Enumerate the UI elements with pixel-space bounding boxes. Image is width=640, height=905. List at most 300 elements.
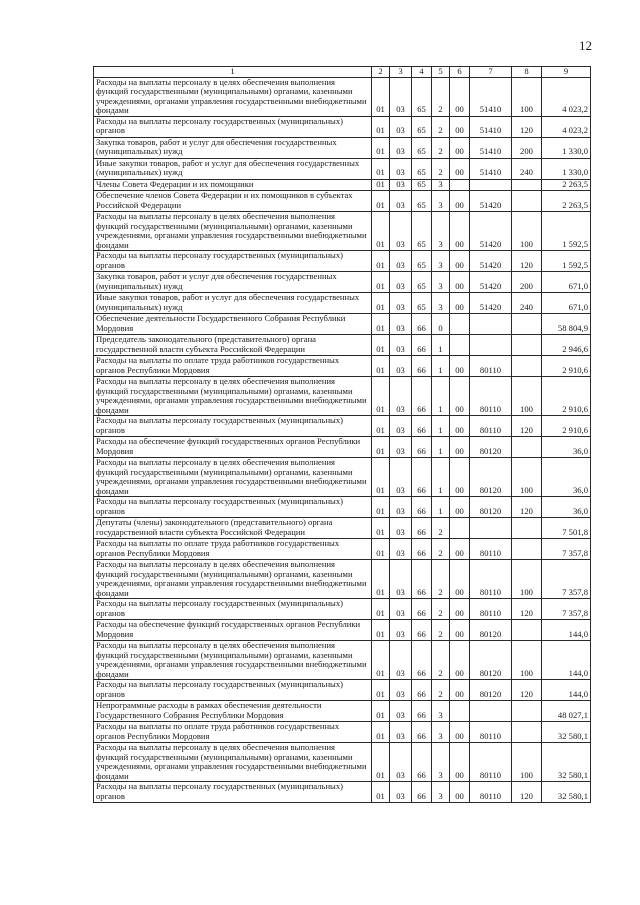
- code-cell: 66: [412, 743, 432, 782]
- code-cell: 03: [390, 356, 412, 377]
- code-cell: 65: [412, 158, 432, 179]
- table-row: [94, 641, 591, 680]
- code-cell: 3: [432, 701, 450, 722]
- code-cell: 00: [450, 680, 470, 701]
- code-cell: 01: [372, 518, 390, 539]
- code-cell: 00: [450, 722, 470, 743]
- table-row: [94, 212, 591, 251]
- code-cell: 100: [512, 212, 542, 251]
- code-cell: 03: [390, 497, 412, 518]
- amount-cell: 32 580,1: [542, 782, 591, 803]
- code-cell: 00: [450, 212, 470, 251]
- code-cell: 2: [432, 599, 450, 620]
- code-cell: 80110: [470, 722, 512, 743]
- row-name-cell: Расходы на выплаты по оплате труда работников государственных органов Республики Мордовия: [94, 722, 372, 743]
- code-cell: [450, 701, 470, 722]
- code-cell: 01: [372, 620, 390, 641]
- code-cell: 01: [372, 722, 390, 743]
- amount-cell: 1 592,5: [542, 212, 591, 251]
- code-cell: 00: [450, 377, 470, 416]
- code-cell: 100: [512, 743, 542, 782]
- code-cell: 03: [390, 722, 412, 743]
- code-cell: 51420: [470, 251, 512, 272]
- code-cell: 51420: [470, 293, 512, 314]
- code-cell: 03: [390, 212, 412, 251]
- table-row: [94, 314, 591, 335]
- amount-cell: 36,0: [542, 497, 591, 518]
- code-cell: 65: [412, 77, 432, 116]
- code-cell: 66: [412, 680, 432, 701]
- amount-cell: 671,0: [542, 272, 591, 293]
- code-cell: 3: [432, 251, 450, 272]
- code-cell: 00: [450, 356, 470, 377]
- code-cell: [512, 191, 542, 212]
- code-cell: 66: [412, 620, 432, 641]
- code-cell: 00: [450, 77, 470, 116]
- code-cell: 2: [432, 77, 450, 116]
- code-cell: 03: [390, 458, 412, 497]
- code-cell: 65: [412, 116, 432, 137]
- table-header-row: [94, 67, 591, 78]
- code-cell: 01: [372, 560, 390, 599]
- code-cell: 01: [372, 137, 390, 158]
- code-cell: 03: [390, 137, 412, 158]
- table-row: [94, 293, 591, 314]
- code-cell: 00: [450, 599, 470, 620]
- code-cell: 1: [432, 335, 450, 356]
- table-row: [94, 335, 591, 356]
- header-cell: 9: [542, 67, 591, 78]
- code-cell: 03: [390, 641, 412, 680]
- code-cell: 80120: [470, 497, 512, 518]
- amount-cell: 7 357,8: [542, 539, 591, 560]
- code-cell: 1: [432, 458, 450, 497]
- code-cell: 120: [512, 116, 542, 137]
- table-row: [94, 497, 591, 518]
- code-cell: 00: [450, 782, 470, 803]
- code-cell: [512, 356, 542, 377]
- code-cell: 01: [372, 377, 390, 416]
- page-number: 12: [579, 38, 592, 53]
- code-cell: 03: [390, 116, 412, 137]
- code-cell: 00: [450, 116, 470, 137]
- amount-cell: 32 580,1: [542, 722, 591, 743]
- amount-cell: 7 357,8: [542, 560, 591, 599]
- code-cell: 01: [372, 416, 390, 437]
- header-cell: 6: [450, 67, 470, 78]
- code-cell: 3: [432, 212, 450, 251]
- code-cell: [470, 701, 512, 722]
- row-name-cell: Обеспечение деятельности Государственного Собрания Республики Мордовия: [94, 314, 372, 335]
- code-cell: 120: [512, 782, 542, 803]
- code-cell: 3: [432, 782, 450, 803]
- code-cell: 240: [512, 293, 542, 314]
- code-cell: 03: [390, 158, 412, 179]
- code-cell: 00: [450, 497, 470, 518]
- code-cell: 2: [432, 680, 450, 701]
- code-cell: 100: [512, 77, 542, 116]
- code-cell: 66: [412, 701, 432, 722]
- amount-cell: 48 027,1: [542, 701, 591, 722]
- table-row: [94, 437, 591, 458]
- amount-cell: 671,0: [542, 293, 591, 314]
- code-cell: 03: [390, 620, 412, 641]
- table-row: [94, 137, 591, 158]
- code-cell: [512, 314, 542, 335]
- header-cell: 2: [372, 67, 390, 78]
- code-cell: 00: [450, 458, 470, 497]
- code-cell: 80110: [470, 743, 512, 782]
- code-cell: 03: [390, 599, 412, 620]
- code-cell: 66: [412, 722, 432, 743]
- code-cell: 120: [512, 251, 542, 272]
- code-cell: 80120: [470, 641, 512, 680]
- code-cell: 00: [450, 560, 470, 599]
- code-cell: [470, 314, 512, 335]
- code-cell: [450, 518, 470, 539]
- code-cell: 03: [390, 314, 412, 335]
- amount-cell: 7 357,8: [542, 599, 591, 620]
- code-cell: 80110: [470, 539, 512, 560]
- code-cell: [512, 179, 542, 191]
- row-name-cell: Расходы на выплаты персоналу в целях обеспечения выполнения функций государственными (муниципальными) органами, казенными учреждениями, органами управления государственными внебюджетными фондами: [94, 77, 372, 116]
- code-cell: 51420: [470, 212, 512, 251]
- code-cell: 65: [412, 212, 432, 251]
- table-row: [94, 680, 591, 701]
- row-name-cell: Обеспечение членов Совета Федерации и их помощников в субъектах Российской Федерации: [94, 191, 372, 212]
- code-cell: 51410: [470, 158, 512, 179]
- code-cell: 01: [372, 680, 390, 701]
- code-cell: 66: [412, 335, 432, 356]
- table-row: [94, 416, 591, 437]
- code-cell: 100: [512, 458, 542, 497]
- code-cell: 2: [432, 620, 450, 641]
- code-cell: 1: [432, 416, 450, 437]
- code-cell: 120: [512, 680, 542, 701]
- code-cell: 1: [432, 497, 450, 518]
- code-cell: 00: [450, 272, 470, 293]
- code-cell: 00: [450, 641, 470, 680]
- code-cell: 3: [432, 722, 450, 743]
- code-cell: 01: [372, 158, 390, 179]
- code-cell: 01: [372, 641, 390, 680]
- amount-cell: 144,0: [542, 641, 591, 680]
- code-cell: 01: [372, 497, 390, 518]
- code-cell: 66: [412, 356, 432, 377]
- amount-cell: 36,0: [542, 458, 591, 497]
- header-cell: 4: [412, 67, 432, 78]
- code-cell: 01: [372, 116, 390, 137]
- code-cell: 80110: [470, 599, 512, 620]
- code-cell: 66: [412, 377, 432, 416]
- table-row: [94, 620, 591, 641]
- code-cell: 03: [390, 179, 412, 191]
- code-cell: 03: [390, 251, 412, 272]
- code-cell: 03: [390, 743, 412, 782]
- code-cell: [512, 620, 542, 641]
- code-cell: 120: [512, 416, 542, 437]
- row-name-cell: Расходы на выплаты персоналу государственных (муниципальных) органов: [94, 251, 372, 272]
- code-cell: 03: [390, 782, 412, 803]
- code-cell: 2: [432, 539, 450, 560]
- code-cell: 100: [512, 560, 542, 599]
- code-cell: 01: [372, 356, 390, 377]
- code-cell: 51410: [470, 77, 512, 116]
- amount-cell: 7 501,8: [542, 518, 591, 539]
- code-cell: 66: [412, 458, 432, 497]
- code-cell: [450, 314, 470, 335]
- code-cell: 80110: [470, 416, 512, 437]
- code-cell: [470, 335, 512, 356]
- code-cell: 03: [390, 293, 412, 314]
- row-name-cell: Расходы на выплаты персоналу государственных (муниципальных) органов: [94, 782, 372, 803]
- code-cell: 00: [450, 191, 470, 212]
- amount-cell: 2 946,6: [542, 335, 591, 356]
- header-cell: 7: [470, 67, 512, 78]
- code-cell: 65: [412, 251, 432, 272]
- code-cell: [512, 518, 542, 539]
- code-cell: 100: [512, 641, 542, 680]
- header-cell: 3: [390, 67, 412, 78]
- code-cell: [470, 179, 512, 191]
- amount-cell: 2 263,5: [542, 179, 591, 191]
- code-cell: 00: [450, 437, 470, 458]
- code-cell: 3: [432, 191, 450, 212]
- code-cell: 1: [432, 437, 450, 458]
- row-name-cell: Расходы на выплаты персоналу в целях обеспечения выполнения функций государственными (муниципальными) органами, казенными учреждениями, органами управления государственными внебюджетными фондами: [94, 377, 372, 416]
- code-cell: 00: [450, 743, 470, 782]
- code-cell: 80120: [470, 620, 512, 641]
- amount-cell: 2 910,6: [542, 416, 591, 437]
- row-name-cell: Расходы на выплаты персоналу в целях обеспечения выполнения функций государственными (муниципальными) органами, казенными учреждениями, органами управления государственными внебюджетными фондами: [94, 458, 372, 497]
- code-cell: 3: [432, 272, 450, 293]
- code-cell: 66: [412, 560, 432, 599]
- row-name-cell: Иные закупки товаров, работ и услуг для обеспечения государственных (муниципальных) нужд: [94, 293, 372, 314]
- table-row: [94, 782, 591, 803]
- code-cell: 01: [372, 293, 390, 314]
- table-row: [94, 77, 591, 116]
- code-cell: 2: [432, 518, 450, 539]
- header-cell: 1: [94, 67, 372, 78]
- table-row: [94, 377, 591, 416]
- code-cell: 80110: [470, 377, 512, 416]
- code-cell: 03: [390, 335, 412, 356]
- amount-cell: 2 910,6: [542, 356, 591, 377]
- code-cell: 51410: [470, 116, 512, 137]
- budget-table: [93, 66, 591, 803]
- code-cell: 240: [512, 158, 542, 179]
- code-cell: 00: [450, 539, 470, 560]
- table-row: [94, 272, 591, 293]
- table-row: [94, 179, 591, 191]
- code-cell: 00: [450, 158, 470, 179]
- row-name-cell: Расходы на выплаты персоналу государственных (муниципальных) органов: [94, 416, 372, 437]
- row-name-cell: Расходы на выплаты по оплате труда работников государственных органов Республики Мордовия: [94, 356, 372, 377]
- code-cell: 03: [390, 680, 412, 701]
- code-cell: 01: [372, 335, 390, 356]
- row-name-cell: Расходы на выплаты персоналу государственных (муниципальных) органов: [94, 599, 372, 620]
- row-name-cell: Расходы на выплаты персоналу в целях обеспечения выполнения функций государственными (муниципальными) органами, казенными учреждениями, органами управления государственными внебюджетными фондами: [94, 212, 372, 251]
- code-cell: 0: [432, 314, 450, 335]
- amount-cell: 58 804,9: [542, 314, 591, 335]
- code-cell: 03: [390, 701, 412, 722]
- code-cell: 66: [412, 599, 432, 620]
- table-row: [94, 158, 591, 179]
- code-cell: 80110: [470, 560, 512, 599]
- code-cell: 03: [390, 560, 412, 599]
- amount-cell: 144,0: [542, 680, 591, 701]
- code-cell: 3: [432, 179, 450, 191]
- code-cell: 00: [450, 251, 470, 272]
- code-cell: 03: [390, 77, 412, 116]
- code-cell: 03: [390, 518, 412, 539]
- code-cell: 00: [450, 416, 470, 437]
- table-row: [94, 701, 591, 722]
- amount-cell: 1 330,0: [542, 137, 591, 158]
- code-cell: 65: [412, 137, 432, 158]
- code-cell: 80120: [470, 458, 512, 497]
- code-cell: 01: [372, 191, 390, 212]
- row-name-cell: Расходы на выплаты персоналу в целях обеспечения выполнения функций государственными (муниципальными) органами, казенными учреждениями, органами управления государственными внебюджетными фондами: [94, 560, 372, 599]
- amount-cell: 1 330,0: [542, 158, 591, 179]
- table-row: [94, 116, 591, 137]
- code-cell: [512, 539, 542, 560]
- table-row: [94, 518, 591, 539]
- code-cell: 51420: [470, 191, 512, 212]
- code-cell: 03: [390, 437, 412, 458]
- table-row: [94, 743, 591, 782]
- code-cell: 01: [372, 314, 390, 335]
- code-cell: 120: [512, 599, 542, 620]
- table-row: [94, 251, 591, 272]
- code-cell: 03: [390, 191, 412, 212]
- amount-cell: 36,0: [542, 437, 591, 458]
- row-name-cell: Расходы на выплаты персоналу государственных (муниципальных) органов: [94, 680, 372, 701]
- code-cell: 200: [512, 137, 542, 158]
- code-cell: 80120: [470, 680, 512, 701]
- code-cell: 01: [372, 77, 390, 116]
- code-cell: 120: [512, 497, 542, 518]
- code-cell: 2: [432, 560, 450, 599]
- table-row: [94, 539, 591, 560]
- row-name-cell: Члены Совета Федерации и их помощники: [94, 179, 372, 191]
- code-cell: 2: [432, 641, 450, 680]
- code-cell: 00: [450, 137, 470, 158]
- code-cell: 00: [450, 620, 470, 641]
- row-name-cell: Закупка товаров, работ и услуг для обеспечения государственных (муниципальных) нужд: [94, 272, 372, 293]
- code-cell: 03: [390, 377, 412, 416]
- row-name-cell: Депутаты (члены) законодательного (представительного) органа государственной власти субъекта Российской Федерации: [94, 518, 372, 539]
- row-name-cell: Непрограммные расходы в рамках обеспечения деятельности Государственного Собрания Республики Мордовия: [94, 701, 372, 722]
- row-name-cell: Председатель законодательного (представительного) органа государственной власти субъекта Российской Федерации: [94, 335, 372, 356]
- code-cell: 80110: [470, 782, 512, 803]
- table-row: [94, 458, 591, 497]
- row-name-cell: Расходы на выплаты персоналу в целях обеспечения выполнения функций государственными (муниципальными) органами, казенными учреждениями, органами управления государственными внебюджетными фондами: [94, 743, 372, 782]
- header-cell: 5: [432, 67, 450, 78]
- code-cell: 01: [372, 701, 390, 722]
- amount-cell: 1 592,5: [542, 251, 591, 272]
- code-cell: [512, 335, 542, 356]
- amount-cell: 144,0: [542, 620, 591, 641]
- code-cell: 03: [390, 272, 412, 293]
- amount-cell: 2 263,5: [542, 191, 591, 212]
- code-cell: [512, 437, 542, 458]
- table-row: [94, 560, 591, 599]
- code-cell: 03: [390, 539, 412, 560]
- amount-cell: 32 580,1: [542, 743, 591, 782]
- code-cell: 66: [412, 782, 432, 803]
- amount-cell: 4 023,2: [542, 77, 591, 116]
- code-cell: 01: [372, 539, 390, 560]
- code-cell: [470, 518, 512, 539]
- header-cell: 8: [512, 67, 542, 78]
- code-cell: 66: [412, 497, 432, 518]
- table-row: [94, 599, 591, 620]
- code-cell: [450, 179, 470, 191]
- code-cell: [450, 335, 470, 356]
- code-cell: 51410: [470, 137, 512, 158]
- row-name-cell: Расходы на обеспечение функций государственных органов Республики Мордовия: [94, 437, 372, 458]
- code-cell: 2: [432, 116, 450, 137]
- code-cell: 01: [372, 212, 390, 251]
- code-cell: 2: [432, 158, 450, 179]
- row-name-cell: Расходы на выплаты персоналу государственных (муниципальных) органов: [94, 497, 372, 518]
- code-cell: 00: [450, 293, 470, 314]
- row-name-cell: Расходы на выплаты по оплате труда работников государственных органов Республики Мордовия: [94, 539, 372, 560]
- code-cell: 51420: [470, 272, 512, 293]
- table-row: [94, 722, 591, 743]
- code-cell: 200: [512, 272, 542, 293]
- code-cell: 65: [412, 191, 432, 212]
- row-name-cell: Расходы на выплаты персоналу государственных (муниципальных) органов: [94, 116, 372, 137]
- code-cell: 01: [372, 179, 390, 191]
- code-cell: 65: [412, 179, 432, 191]
- code-cell: [512, 701, 542, 722]
- code-cell: 01: [372, 458, 390, 497]
- code-cell: 01: [372, 437, 390, 458]
- table-row: [94, 191, 591, 212]
- code-cell: 66: [412, 641, 432, 680]
- code-cell: 66: [412, 518, 432, 539]
- row-name-cell: Иные закупки товаров, работ и услуг для обеспечения государственных (муниципальных) нужд: [94, 158, 372, 179]
- code-cell: [512, 722, 542, 743]
- code-cell: 100: [512, 377, 542, 416]
- code-cell: 03: [390, 416, 412, 437]
- code-cell: 65: [412, 272, 432, 293]
- code-cell: 66: [412, 314, 432, 335]
- code-cell: 80120: [470, 437, 512, 458]
- code-cell: 3: [432, 743, 450, 782]
- code-cell: 66: [412, 437, 432, 458]
- code-cell: 66: [412, 416, 432, 437]
- amount-cell: 4 023,2: [542, 116, 591, 137]
- code-cell: 66: [412, 539, 432, 560]
- code-cell: 01: [372, 251, 390, 272]
- amount-cell: 2 910,6: [542, 377, 591, 416]
- code-cell: 2: [432, 137, 450, 158]
- code-cell: 01: [372, 272, 390, 293]
- code-cell: 1: [432, 356, 450, 377]
- row-name-cell: Закупка товаров, работ и услуг для обеспечения государственных (муниципальных) нужд: [94, 137, 372, 158]
- code-cell: 80110: [470, 356, 512, 377]
- row-name-cell: Расходы на обеспечение функций государственных органов Республики Мордовия: [94, 620, 372, 641]
- code-cell: 1: [432, 377, 450, 416]
- code-cell: 01: [372, 743, 390, 782]
- code-cell: 65: [412, 293, 432, 314]
- code-cell: 3: [432, 293, 450, 314]
- row-name-cell: Расходы на выплаты персоналу в целях обеспечения выполнения функций государственными (муниципальными) органами, казенными учреждениями, органами управления государственными внебюджетными фондами: [94, 641, 372, 680]
- code-cell: 01: [372, 782, 390, 803]
